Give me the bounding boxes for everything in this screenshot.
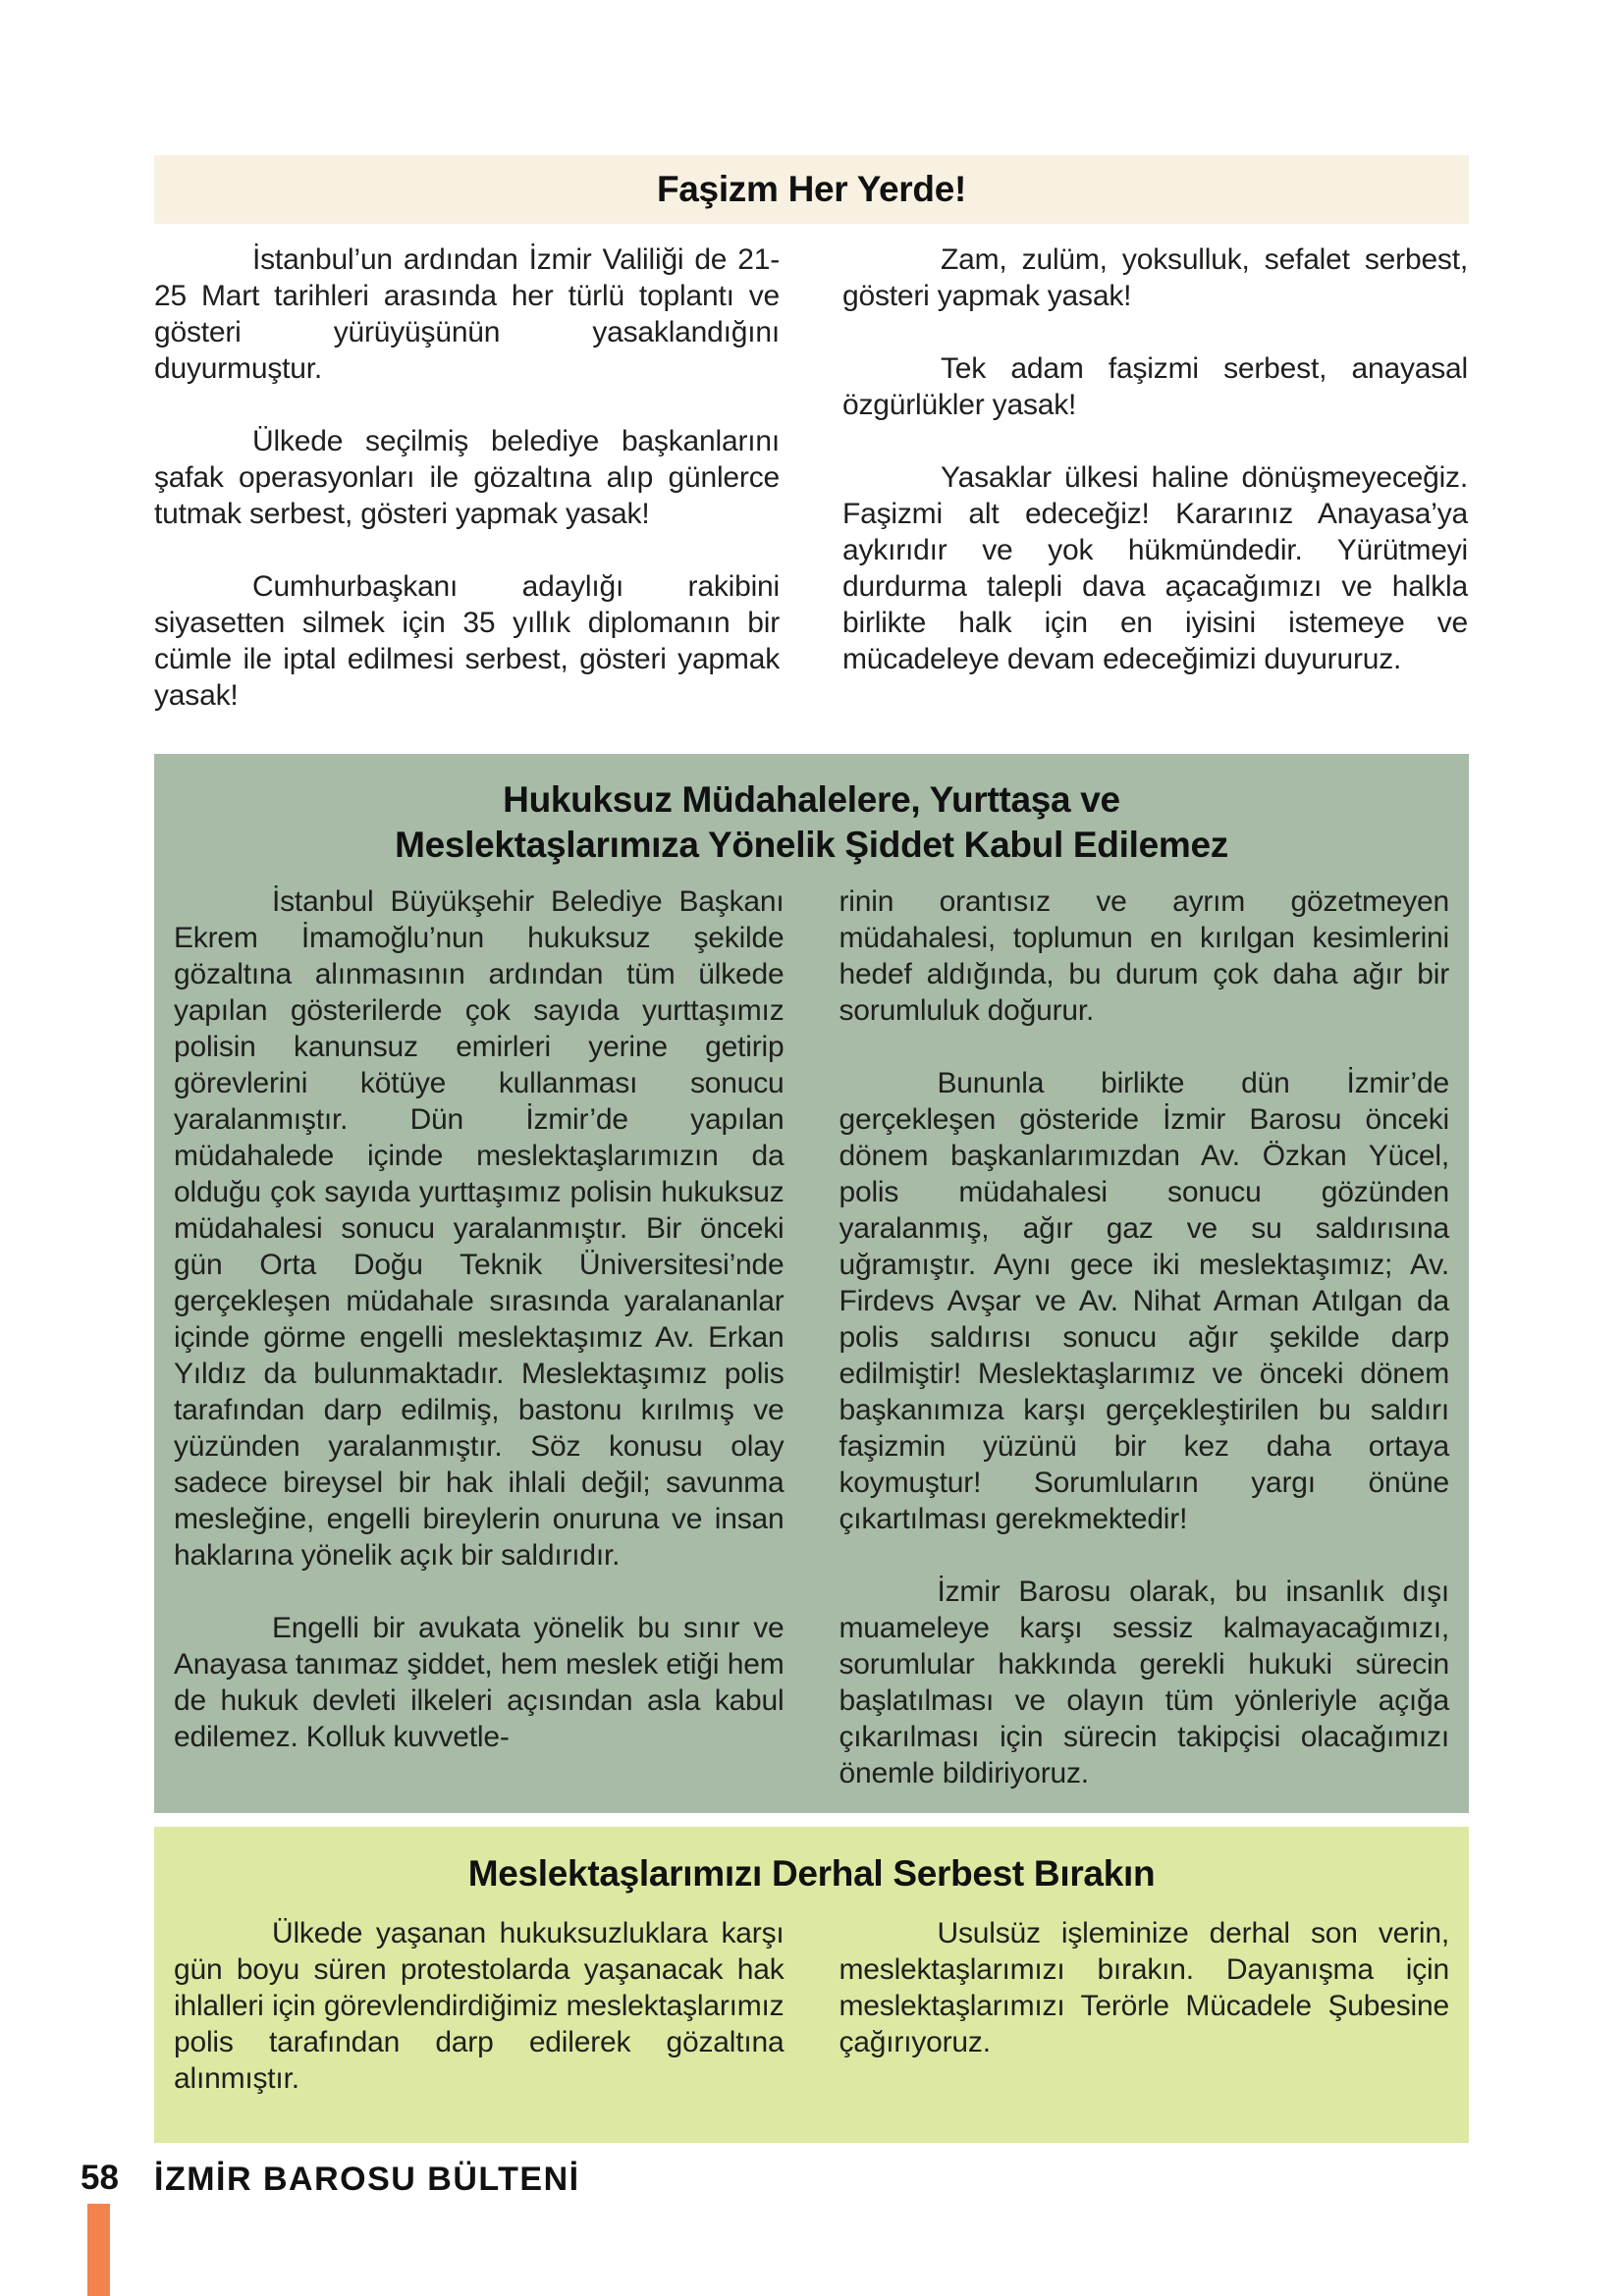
paragraph: İstanbul Büyükşehir Belediye Başkanı Ekrem İmamoğlu’nun hukuksuz şekilde gözaltına alınmasının ardından tüm ülkede yapılan gösterilerde çok sayıda yurttaşımız polisin kanunsuz emirleri yerine getirip görevlerini kötüye kullanması sonucu yaralanmıştır. Dün İzmir’de yapılan müdahalede içinde meslektaşlarımızın da olduğu çok sayıda yurttaşımız polisin hukuksuz müdahalesi sonucu yaralanmıştır. Bir önceki gün Orta Doğu Teknik Üniversitesi’nde gerçekleşen müdahale sırasında yaralananlar içinde görme engelli meslektaşımız Av. Erkan Yıldız da bulunmaktadır. Meslektaşımız polis tarafından darp edilmiş, bastonu kırılmış ve yüzünden yaralanmıştır. Söz konusu olay sadece bireysel bir hak ihlali değil; savunma mesleğine, engelli bireylerin onuruna ve insan haklarına yönelik açık bir saldırıdır. <box>174 885 785 1572</box>
paragraph: Engelli bir avukata yönelik bu sınır ve Anayasa tanımaz şiddet, hem meslek etiği hem de hukuk devleti ilkeleri açısından asla kabul edilemez. Kolluk kuvvetle- <box>174 1612 785 1753</box>
section-serbest-box <box>154 1827 1469 2143</box>
paragraph: Cumhurbaşkanı adaylığı rakibini siyasetten silmek için 35 yıllık diplomanın bir cümle ile iptal edilmesi serbest, gösteri yapmak yasak! <box>154 570 780 712</box>
section-hukuksuz-column-1 <box>174 883 785 1828</box>
footer-accent-bar <box>87 2204 110 2296</box>
section-fasizm-header <box>154 155 1469 224</box>
section-serbest-title: Meslektaşlarımızı Derhal Serbest Bırakın <box>467 1853 1156 1894</box>
paragraph: Ülkede seçilmiş belediye başkanlarını şafak operasyonları ile gözaltına alıp günlerce tutmak serbest, gösteri yapmak yasak! <box>154 425 780 530</box>
section-hukuksuz-title-line2: Meslektaşlarımıza Yönelik Şiddet Kabul Edilemez <box>395 825 1228 865</box>
section-hukuksuz-body <box>174 883 1449 1828</box>
paragraph: Zam, zulüm, yoksulluk, sefalet serbest, gösteri yapmak yasak! <box>842 243 1468 312</box>
page-number: 58 <box>81 2159 119 2197</box>
paragraph: İzmir Barosu olarak, bu insanlık dışı muameleye karşı sessiz kalmayacağımızı, sorumlular hakkında gerekli hukuki sürecin başlatılması ve olayın tüm yönleriyle açığa çıkarılması için sürecin takipçisi olacağımızı önemle bildiriyoruz. <box>839 1575 1449 1789</box>
paragraph: rinin orantısız ve ayrım gözetmeyen müdahalesi, toplumun en kırılgan kesimlerini hedef aldığında, bu durum çok daha ağır bir sorumluluk doğurur. <box>839 885 1449 1027</box>
paragraph: Usulsüz işleminize derhal son verin, meslektaşlarımızı bırakın. Dayanışma için meslektaşlarımızı Terörle Mücadele Şubesine çağırıyoruz. <box>839 1917 1449 2058</box>
section-fasizm-body <box>154 241 1468 750</box>
section-serbest-body <box>174 1915 1449 2133</box>
paragraph: Yasaklar ülkesi haline dönüşmeyeceğiz. Faşizmi alt edeceğiz! Kararınız Anayasa’ya aykırıdır ve yok hükmündedir. Yürütmeyi durdurma talepli dava açacağımızı ve halkla birlikte halk için en iyisini istemeye ve mücadeleye devam edeceğimizi duyururuz. <box>842 461 1468 675</box>
section-fasizm-title: Faşizm Her Yerde! <box>656 169 967 209</box>
section-fasizm-column-1 <box>154 241 780 750</box>
footer-title: İZMİR BAROSU BÜLTENİ <box>154 2161 580 2198</box>
section-serbest-column-1 <box>174 1915 785 2133</box>
section-hukuksuz-title-line1: Hukuksuz Müdahalelere, Yurttaşa ve <box>503 779 1120 820</box>
paragraph: İstanbul’un ardından İzmir Valiliği de 21-25 Mart tarihleri arasında her türlü toplantı ve gösteri yürüyüşünün yasaklandığını duyurmuştur. <box>154 243 780 385</box>
section-hukuksuz-column-2 <box>839 883 1450 1828</box>
section-hukuksuz-box <box>154 754 1469 1813</box>
paragraph: Tek adam faşizmi serbest, anayasal özgürlükler yasak! <box>842 352 1468 421</box>
paragraph: Bununla birlikte dün İzmir’de gerçekleşen gösteride İzmir Barosu önceki dönem başkanlarımızdan Av. Özkan Yücel, polis müdahalesi sonucu gözünden yaralanmış, ağır gaz ve su saldırısına uğramıştır. Aynı gece iki meslektaşımız; Av. Firdevs Avşar ve Av. Nihat Arman Atılgan da polis saldırısı sonucu ağır şekilde darp edilmiştir! Meslektaşlarımız ve önceki dönem başkanımıza karşı gerçekleştirilen bu saldırı faşizmin yüzünü bir kez daha ortaya koymuştur! Sorumluların yargı önüne çıkartılması gerekmektedir! <box>839 1067 1449 1535</box>
paragraph: Ülkede yaşanan hukuksuzluklara karşı gün boyu süren protestolarda yaşanacak hak ihlalleri için görevlendirdiğimiz meslektaşlarımız polis tarafından darp edilerek gözaltına alınmıştır. <box>174 1917 785 2095</box>
section-fasizm-column-2 <box>842 241 1468 750</box>
section-serbest-column-2 <box>839 1915 1450 2133</box>
